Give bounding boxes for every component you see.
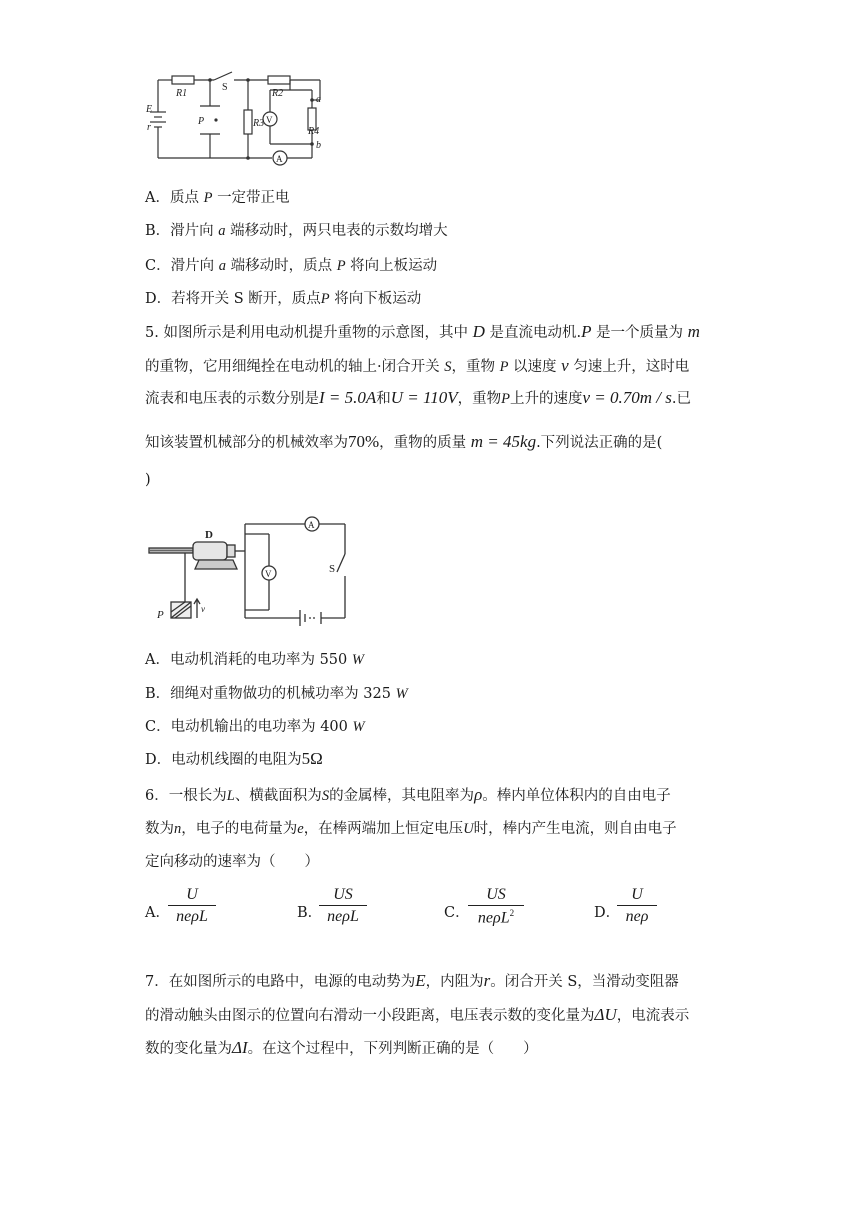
q5-option-c: C．电动机输出的电功率为 400 W — [145, 719, 365, 735]
fig-label-S: S — [222, 82, 228, 93]
q6-option-d-fraction: U neρ — [617, 886, 657, 926]
q5-stem-line-4: 知该装置机械部分的机械效率为70%，重物的质量 m = 45kg.下列说法正确的是( — [145, 432, 663, 451]
q5-option-d: D．电动机线圈的电阻为5Ω — [145, 749, 323, 768]
fig5-label-D: D — [205, 529, 213, 541]
q6-option-b-label: B． — [297, 905, 323, 921]
q5-stem-line-2: 的重物，它用细绳拴在电动机的轴上·闭合开关 S，重物 P 以速度 v 匀速上升，这时电 — [145, 356, 690, 375]
circuit-diagram-q4 — [140, 68, 350, 168]
q4-option-a: A．质点 P 一定带正电 — [145, 190, 290, 206]
fig5-label-S: S — [329, 563, 336, 575]
q7-stem-line-3: 数的变化量为ΔI。在这个过程中，下列判断正确的是（ ） — [145, 1038, 538, 1057]
fig-label-E: E — [146, 104, 153, 115]
q6-option-a-fraction: U neρL — [168, 886, 216, 926]
q6-option-a-label: A． — [145, 905, 170, 921]
fig-label-b: b — [316, 140, 321, 151]
fig-label-R2: R2 — [272, 88, 284, 99]
fig-label-V: V — [266, 115, 273, 125]
motor-circuit-diagram-q5 — [145, 514, 355, 629]
q5-stem-line-1: 5. 如图所示是利用电动机提升重物的示意图，其中 D 是直流电动机.P 是一个质量为 m — [145, 322, 700, 341]
q6-option-c-fraction: US neρL$^2$ — [468, 886, 524, 927]
q4-option-b: B．滑片向 a 端移动时，两只电表的示数均增大 — [145, 223, 448, 239]
fig-label-r: r — [147, 122, 151, 133]
q5-option-b: B．细绳对重物做功的机械功率为 325 W — [145, 686, 408, 702]
fig-label-P: P — [198, 116, 205, 127]
fig5-label-A: A — [308, 520, 315, 530]
q5-stem-line-3: 流表和电压表的示数分别是I = 5.0A和U = 110V，重物P上升的速度v = 0.70m / s.已 — [145, 388, 692, 407]
q6-stem-line-3: 定向移动的速率为（ ） — [145, 854, 319, 870]
q4-option-d: D．若将开关 S 断开，质点P 将向下板运动 — [145, 291, 422, 307]
q6-option-b-fraction: US neρL — [319, 886, 367, 926]
fig-label-a: a — [316, 94, 321, 105]
fig-label-R4: R4 — [308, 126, 320, 137]
fig5-label-P: P — [157, 609, 164, 621]
q6-option-c-label: C． — [444, 905, 470, 921]
fig-label-R1: R1 — [176, 88, 188, 99]
fig-label-A: A — [276, 154, 283, 164]
fig5-label-v: v — [201, 604, 205, 614]
q5-option-a: A．电动机消耗的电功率为 550 W — [145, 652, 364, 668]
fig5-label-V: V — [265, 569, 272, 579]
q6-option-d-label: D． — [594, 905, 621, 921]
q6-stem-line-1: 6．一根长为L、横截面积为S的金属棒，其电阻率为ρ。棒内单位体积内的自由电子 — [145, 785, 671, 804]
q4-option-c: C．滑片向 a 端移动时，质点 P 将向上板运动 — [145, 258, 438, 274]
q7-stem-line-2: 的滑动触头由图示的位置向右滑动一小段距离，电压表示数的变化量为ΔU，电流表示 — [145, 1005, 690, 1024]
q7-stem-line-1: 7．在如图所示的电路中，电源的电动势为E，内阻为r。闭合开关 S，当滑动变阻器 — [145, 971, 679, 990]
q5-stem-line-5: ) — [145, 472, 151, 488]
fig-label-R3: R3 — [253, 118, 265, 129]
q6-stem-line-2: 数为n，电子的电荷量为e，在棒两端加上恒定电压U时，棒内产生电流，则自由电子 — [145, 821, 677, 837]
